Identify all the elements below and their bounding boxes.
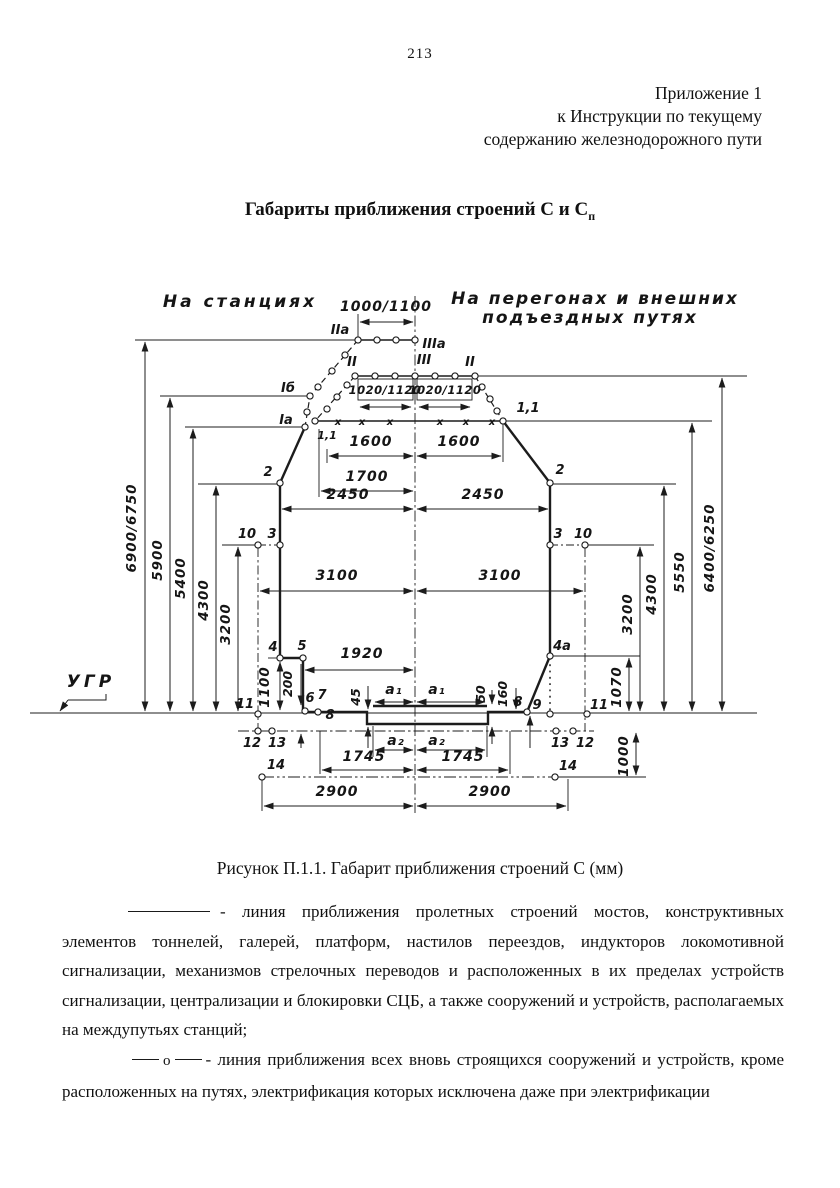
height-6400-6250: 6400/6250 <box>702 503 718 593</box>
ugr-label: УГР <box>66 672 116 692</box>
height-3200-left: 3200 <box>218 603 234 645</box>
height-50: 50 <box>473 685 488 703</box>
height-1070: 1070 <box>609 666 625 708</box>
dim-1745-right: 1745 <box>441 749 485 765</box>
legend-paragraph-2 <box>62 1045 784 1106</box>
point-2-right: 2 <box>555 463 565 478</box>
point-7: 7 <box>317 688 327 703</box>
height-6900-6750: 6900/6750 <box>124 483 140 573</box>
label-on-hauls-2: подъездных путях <box>482 308 698 328</box>
height-160: 160 <box>495 680 510 708</box>
dim-1020-1120-left: 1020/1120 <box>348 383 422 397</box>
figure-caption: Рисунок П.1.1. Габарит приближения строений С (мм) <box>216 858 624 878</box>
point-Ia: Iа <box>279 413 293 428</box>
point-3-right: 3 <box>553 527 563 542</box>
height-5550: 5550 <box>672 551 688 593</box>
point-13-right: 13 <box>550 736 570 751</box>
height-5400: 5400 <box>173 557 189 599</box>
point-14-left: 14 <box>266 758 286 773</box>
point-Ib: Iб <box>281 381 295 396</box>
dim-2450-left: 2450 <box>326 487 370 503</box>
height-5900: 5900 <box>150 539 166 581</box>
dim-2450-right: 2450 <box>461 487 505 503</box>
point-9: 9 <box>532 698 542 713</box>
point-4: 4 <box>268 640 278 655</box>
height-3200-right: 3200 <box>620 593 636 635</box>
point-1-1-right: 1,1 <box>516 401 540 416</box>
point-3-left: 3 <box>267 527 277 542</box>
clearance-gauge-diagram <box>0 285 840 820</box>
label-on-stations: На станциях <box>162 292 318 312</box>
legend-paragraph-1-text: - линия приближения пролетных строений мостов, конструктивных элементов тоннелей, галерей, платформ, настилов переездов, индукторов локомотивной сигнализации, механизмов стрелочных переводов и расположенных в их пределах устройств сигнализации, централизации и блокировки СЦБ, а также сооружений и устройств, располагаемых на междупутьях станций; <box>62 902 784 1040</box>
dim-1020-1120-right: 1020/1120 <box>408 383 482 397</box>
dim-1600-left: 1600 <box>349 434 393 450</box>
node-circles <box>255 337 593 780</box>
point-5: 5 <box>297 639 307 654</box>
x-mark-5: х <box>462 417 470 428</box>
height-200: 200 <box>280 670 295 698</box>
appendix-line-3: содержанию железнодорожного пути <box>483 129 762 149</box>
rail-head-level-mark <box>60 694 106 711</box>
document-title <box>0 199 840 224</box>
appendix-header <box>484 82 762 151</box>
point-IIIa: IIIа <box>422 337 446 352</box>
document-title-subscript: п <box>588 208 596 223</box>
point-13-left: 13 <box>267 736 287 751</box>
height-4300-left: 4300 <box>196 579 212 621</box>
legend-circle-symbol: о <box>163 1052 171 1069</box>
point-10-right: 10 <box>573 527 593 542</box>
dim-1920: 1920 <box>340 646 384 662</box>
dim-1700: 1700 <box>345 469 389 485</box>
height-1000: 1000 <box>616 735 632 777</box>
point-12-left: 12 <box>242 736 262 751</box>
height-1100: 1100 <box>257 666 273 708</box>
dim-3100-left: 3100 <box>315 568 359 584</box>
dim-2900-left: 2900 <box>315 784 359 800</box>
point-2-left: 2 <box>263 465 273 480</box>
x-mark-2: х <box>358 417 366 428</box>
appendix-line-1: Приложение 1 <box>654 83 762 103</box>
dim-a1-right: a₁ <box>428 682 446 698</box>
x-mark-3: х <box>386 417 394 428</box>
point-6: 6 <box>305 691 315 706</box>
legend-text <box>62 897 784 1106</box>
dim-3100-right: 3100 <box>478 568 522 584</box>
point-4a: 4а <box>553 639 571 654</box>
point-11-right: 11 <box>589 698 609 713</box>
point-11-left: 11 <box>235 697 255 712</box>
dim-a1-left: a₁ <box>385 682 403 698</box>
dim-2900-right: 2900 <box>468 784 512 800</box>
dim-a2-right: a₂ <box>428 733 446 749</box>
point-II-left: II <box>347 355 357 370</box>
appendix-line-2: к Инструкции по текущему <box>557 106 762 126</box>
legend-circle-line-symbol-left <box>132 1059 159 1060</box>
page-number: 213 <box>407 46 433 62</box>
height-45: 45 <box>348 688 363 706</box>
legend-paragraph-1 <box>62 897 784 1045</box>
document-title-text: Габариты приближения строений С и С <box>244 199 589 220</box>
legend-paragraph-2-text: - линия приближения всех вновь строящихся сооружений и устройств, кроме расположенных на путях, электрификация которых исключена даже при электрификации <box>62 1049 784 1101</box>
legend-circle-line-symbol-right <box>175 1059 202 1060</box>
point-II-right: II <box>465 355 475 370</box>
legend-solid-line-symbol <box>128 911 210 912</box>
label-on-hauls-1: На перегонах и внешних <box>451 289 739 309</box>
x-mark-1: х <box>334 417 342 428</box>
x-mark-4: х <box>436 417 444 428</box>
height-4300-right: 4300 <box>644 573 660 615</box>
point-III: III <box>416 353 432 368</box>
x-mark-6: х <box>488 417 496 428</box>
point-IIa: IIа <box>330 323 350 338</box>
dim-1000-1100: 1000/1100 <box>339 299 433 315</box>
dim-1600-right: 1600 <box>437 434 481 450</box>
point-10-left: 10 <box>237 527 257 542</box>
dim-a2-left: a₂ <box>387 733 405 749</box>
dim-1745-left: 1745 <box>342 749 386 765</box>
point-8-left: 8 <box>325 708 335 723</box>
point-8-right: 8 <box>513 695 523 710</box>
point-1-1-left: 1,1 <box>317 429 337 442</box>
point-14-right: 14 <box>558 759 578 774</box>
point-12-right: 12 <box>575 736 595 751</box>
